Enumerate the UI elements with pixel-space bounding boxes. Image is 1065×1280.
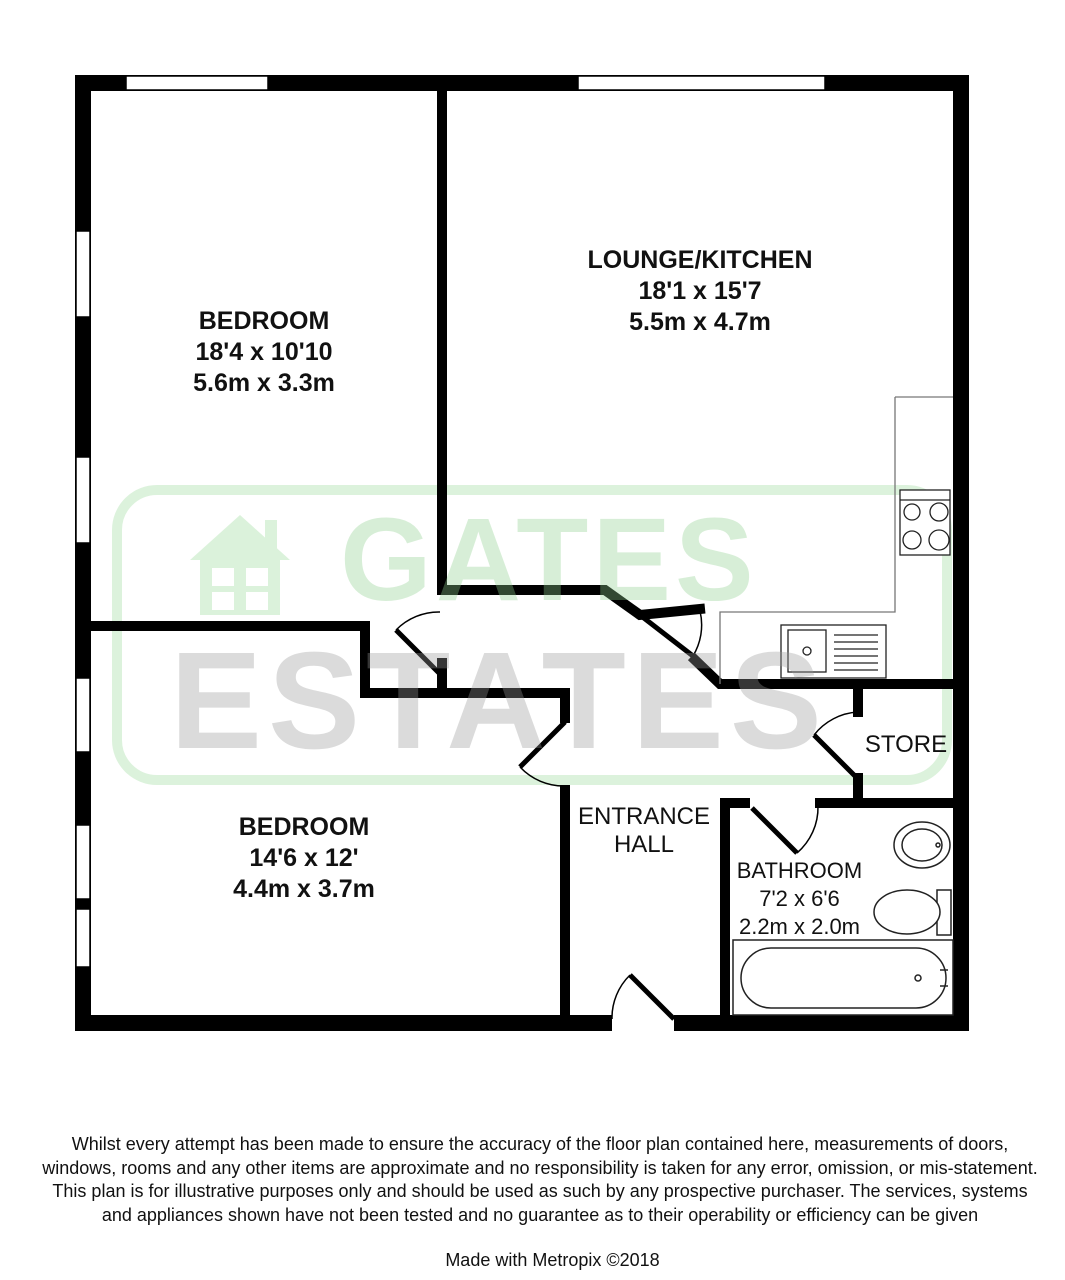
- room-label-lounge-kitchen: [560, 245, 840, 338]
- room-label-entrance-hall: [570, 803, 718, 859]
- room-name-line-1: ENTRANCE: [577, 803, 710, 830]
- room-name: BEDROOM: [198, 307, 330, 335]
- room-dimensions-imperial: 18'1 x 15'7: [638, 277, 762, 305]
- room-dimensions-imperial: 14'6 x 12': [249, 844, 359, 872]
- window: [76, 825, 90, 899]
- bath-icon: [733, 940, 953, 1015]
- window: [126, 76, 268, 90]
- room-name: STORE: [864, 731, 948, 758]
- window: [578, 76, 825, 90]
- disclaimer-text: Whilst every attempt has been made to ensure the accuracy of the floor plan contained here, measurements of doors, windows, rooms and any other items are approximate and no responsibility is taken for any error, omission, or mis-statement. This plan is for illustrative purposes only and should be used as such by any prospective purchaser. The services, systems and appliances shown have not been tested and no guarantee as to their operability or efficiency can be given: [42, 1134, 1038, 1225]
- window: [76, 231, 90, 317]
- room-dimensions-metric: 4.4m x 3.7m: [233, 875, 375, 903]
- house-icon: [190, 515, 290, 615]
- door-bathroom: [752, 806, 818, 853]
- room-dimensions-metric: 5.6m x 3.3m: [193, 369, 335, 397]
- room-name: BEDROOM: [238, 813, 370, 841]
- room-dimensions-metric: 2.2m x 2.0m: [738, 914, 861, 939]
- room-label-bedroom-1: [162, 306, 366, 399]
- room-dimensions-imperial: 18'4 x 10'10: [195, 338, 333, 366]
- hob-icon: [900, 490, 950, 555]
- door-entrance: [612, 975, 674, 1019]
- watermark-line-1: GATES: [340, 494, 758, 626]
- window: [76, 457, 90, 543]
- room-label-bathroom: [727, 857, 872, 941]
- room-label-store: [860, 731, 952, 759]
- credit-text: Made with Metropix ©2018: [445, 1250, 660, 1270]
- room-dimensions-imperial: 7'2 x 6'6: [759, 886, 840, 911]
- room-name-line-2: HALL: [613, 831, 675, 858]
- window: [76, 909, 90, 967]
- room-name: LOUNGE/KITCHEN: [587, 246, 813, 274]
- watermark-line-2: ESTATES: [170, 624, 828, 778]
- basin-icon: [894, 822, 950, 868]
- window: [76, 678, 90, 752]
- toilet-icon: [874, 890, 951, 935]
- room-label-bedroom-2: [202, 812, 406, 905]
- room-name: BATHROOM: [736, 858, 863, 883]
- room-dimensions-metric: 5.5m x 4.7m: [629, 308, 771, 336]
